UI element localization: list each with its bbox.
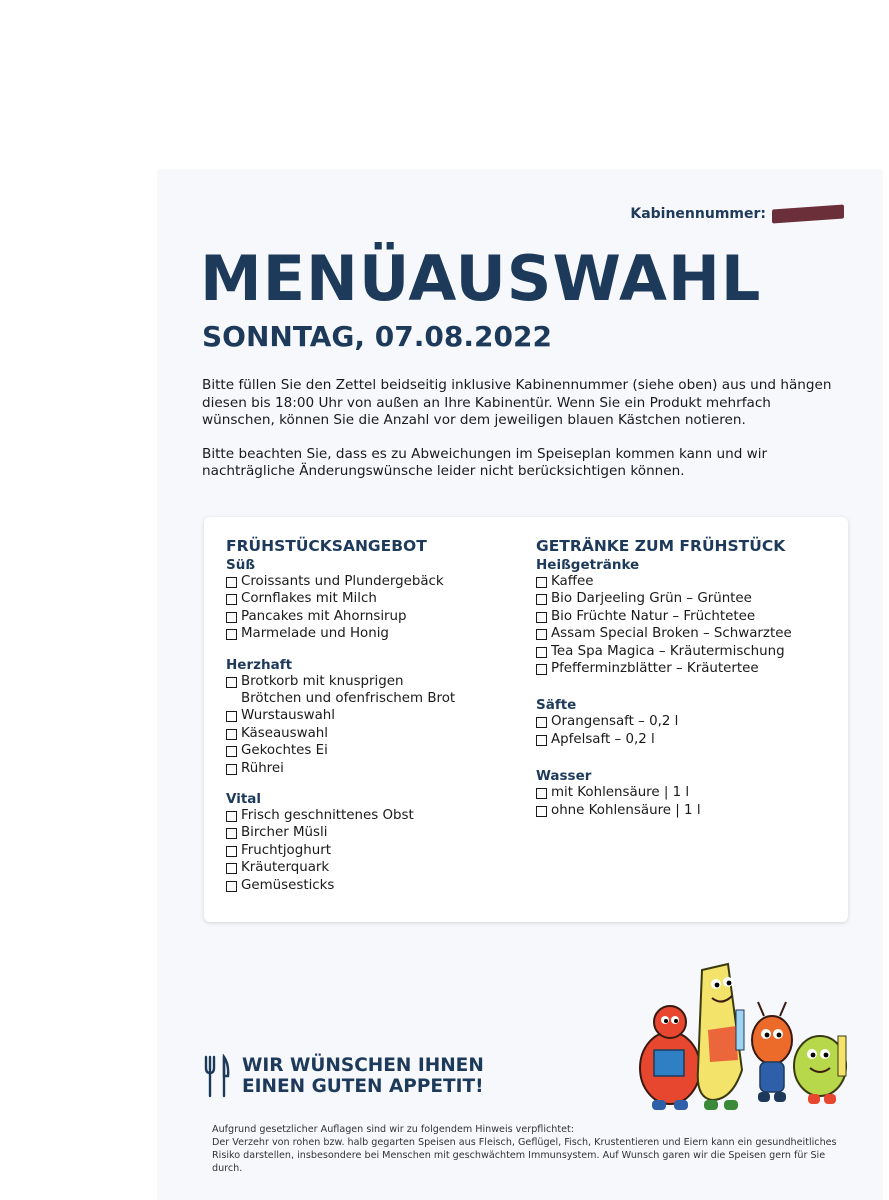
list-vital xyxy=(226,807,526,894)
checkbox-icon[interactable] xyxy=(536,577,547,588)
list-item[interactable]: Apfelsaft – 0,2 l xyxy=(536,731,836,748)
checkbox-icon[interactable] xyxy=(226,629,237,640)
checkbox-icon[interactable] xyxy=(536,788,547,799)
list-item[interactable]: Assam Special Broken – Schwarztee xyxy=(536,625,836,642)
breakfast-title: FRÜHSTÜCKSANGEBOT xyxy=(226,537,427,555)
mascot-yellow xyxy=(698,964,744,1110)
group-title-sweet: Süß xyxy=(226,557,256,573)
checkbox-icon[interactable] xyxy=(536,612,547,623)
checkbox-icon[interactable] xyxy=(226,764,237,775)
list-item[interactable]: Gemüsesticks xyxy=(226,877,526,894)
list-item[interactable]: ohne Kohlensäure | 1 l xyxy=(536,802,836,819)
list-item[interactable]: Bio Früchte Natur – Früchtetee xyxy=(536,608,836,625)
list-item[interactable]: Tea Spa Magica – Kräutermischung xyxy=(536,643,836,660)
mascots-illustration xyxy=(632,950,852,1120)
checkbox-icon[interactable] xyxy=(226,612,237,623)
checkbox-icon[interactable] xyxy=(536,717,547,728)
checkbox-icon[interactable] xyxy=(536,735,547,746)
cabin-number-redacted xyxy=(772,204,844,223)
page-title: MENÜAUSWAHL xyxy=(200,242,762,315)
group-title-savory: Herzhaft xyxy=(226,656,293,673)
drinks-column xyxy=(536,537,836,819)
group-title-water: Wasser xyxy=(536,768,592,785)
list-item[interactable]: Croissants und Plundergebäck xyxy=(226,573,526,590)
drinks-title: GETRÄNKE ZUM FRÜHSTÜCK xyxy=(536,537,786,555)
cutlery-icon xyxy=(202,1054,232,1098)
list-item[interactable]: Fruchtjoghurt xyxy=(226,842,526,859)
list-water xyxy=(536,784,836,819)
legal-notice xyxy=(212,1123,852,1175)
intro-paragraph-2: Bitte beachten Sie, dass es zu Abweichungen im Speiseplan kommen kann und wir nachträgliche Änderungswünsche leider nicht berücksichtigen können. xyxy=(202,445,768,479)
group-title-juices: Säfte xyxy=(536,697,577,714)
legal-line-2: Der Verzehr von rohen bzw. halb gegarten Speisen aus Fleisch, Geflügel, Fisch, Krustentieren und Eiern kann ein gesundheitliches Risiko darstellen, insbesondere bei Menschen mit geschwächtem Immunsystem. Auf Wunsch garen wir die Speisen gern für Sie durch. xyxy=(212,1137,837,1174)
list-item[interactable]: Bircher Müsli xyxy=(226,824,526,841)
appetite-banner xyxy=(202,1054,484,1098)
list-item[interactable]: Brotkorb mit knusprigen Brötchen und ofenfrischem Brot xyxy=(226,673,466,708)
list-item[interactable]: Bio Darjeeling Grün – Grüntee xyxy=(536,590,836,607)
checkbox-icon[interactable] xyxy=(536,664,547,675)
list-item[interactable]: Marmelade und Honig xyxy=(226,625,526,642)
checkbox-icon[interactable] xyxy=(226,729,237,740)
intro-paragraph-1: Bitte füllen Sie den Zettel beidseitig inklusive Kabinennummer (siehe oben) aus und hängen diesen bis 18:00 Uhr von außen an Ihre Kabinentür. Wenn Sie ein Produkt mehrfach wünschen, können Sie die Anzahl vor dem jeweiligen blauen Kästchen notieren. xyxy=(202,377,832,428)
list-item[interactable]: Käseauswahl xyxy=(226,725,526,742)
checkbox-icon[interactable] xyxy=(226,846,237,857)
list-item[interactable]: Cornflakes mit Milch xyxy=(226,590,526,607)
list-item[interactable]: Pfefferminzblätter – Kräutertee xyxy=(536,660,836,677)
list-hot-drinks xyxy=(536,573,836,677)
checkbox-icon[interactable] xyxy=(536,647,547,658)
cabin-label: Kabinennummer: xyxy=(630,206,766,222)
checkbox-icon[interactable] xyxy=(536,806,547,817)
checkbox-icon[interactable] xyxy=(226,881,237,892)
checkbox-icon[interactable] xyxy=(536,629,547,640)
list-item[interactable]: Kräuterquark xyxy=(226,859,526,876)
checkbox-icon[interactable] xyxy=(226,711,237,722)
appetite-line-2: EINEN GUTEN APPETIT! xyxy=(242,1076,484,1097)
list-item[interactable]: Wurstauswahl xyxy=(226,707,526,724)
group-title-hot-drinks: Heißgetränke xyxy=(536,557,640,573)
list-item[interactable]: Kaffee xyxy=(536,573,836,590)
page-date: SONNTAG, 07.08.2022 xyxy=(202,320,552,353)
list-juices xyxy=(536,713,836,748)
cabin-number xyxy=(630,206,844,222)
list-item[interactable]: Pancakes mit Ahornsirup xyxy=(226,608,526,625)
mascot-red xyxy=(640,1006,700,1110)
checkbox-icon[interactable] xyxy=(226,746,237,757)
checkbox-icon[interactable] xyxy=(226,811,237,822)
list-item[interactable]: mit Kohlensäure | 1 l xyxy=(536,784,836,801)
mascot-green xyxy=(794,1036,846,1104)
checkbox-icon[interactable] xyxy=(536,594,547,605)
list-item[interactable]: Orangensaft – 0,2 l xyxy=(536,713,836,730)
mascot-orange xyxy=(752,1002,792,1102)
list-sweet xyxy=(226,573,526,643)
menu-sheet xyxy=(158,170,882,1200)
checkbox-icon[interactable] xyxy=(226,863,237,874)
checkbox-icon[interactable] xyxy=(226,677,237,688)
checkbox-icon[interactable] xyxy=(226,577,237,588)
list-item[interactable]: Gekochtes Ei xyxy=(226,742,526,759)
menu-box xyxy=(204,517,848,922)
checkbox-icon[interactable] xyxy=(226,828,237,839)
checkbox-icon[interactable] xyxy=(226,594,237,605)
appetite-text xyxy=(242,1055,484,1097)
legal-line-1: Aufgrund gesetzlicher Auflagen sind wir zu folgendem Hinweis verpflichtet: xyxy=(212,1124,575,1135)
group-title-vital: Vital xyxy=(226,791,262,808)
list-item[interactable]: Frisch geschnittenes Obst xyxy=(226,807,526,824)
list-savory xyxy=(226,673,526,777)
list-item[interactable]: Rührei xyxy=(226,760,526,777)
intro-text xyxy=(202,377,847,497)
breakfast-column xyxy=(226,537,526,894)
appetite-line-1: WIR WÜNSCHEN IHNEN xyxy=(242,1055,484,1076)
